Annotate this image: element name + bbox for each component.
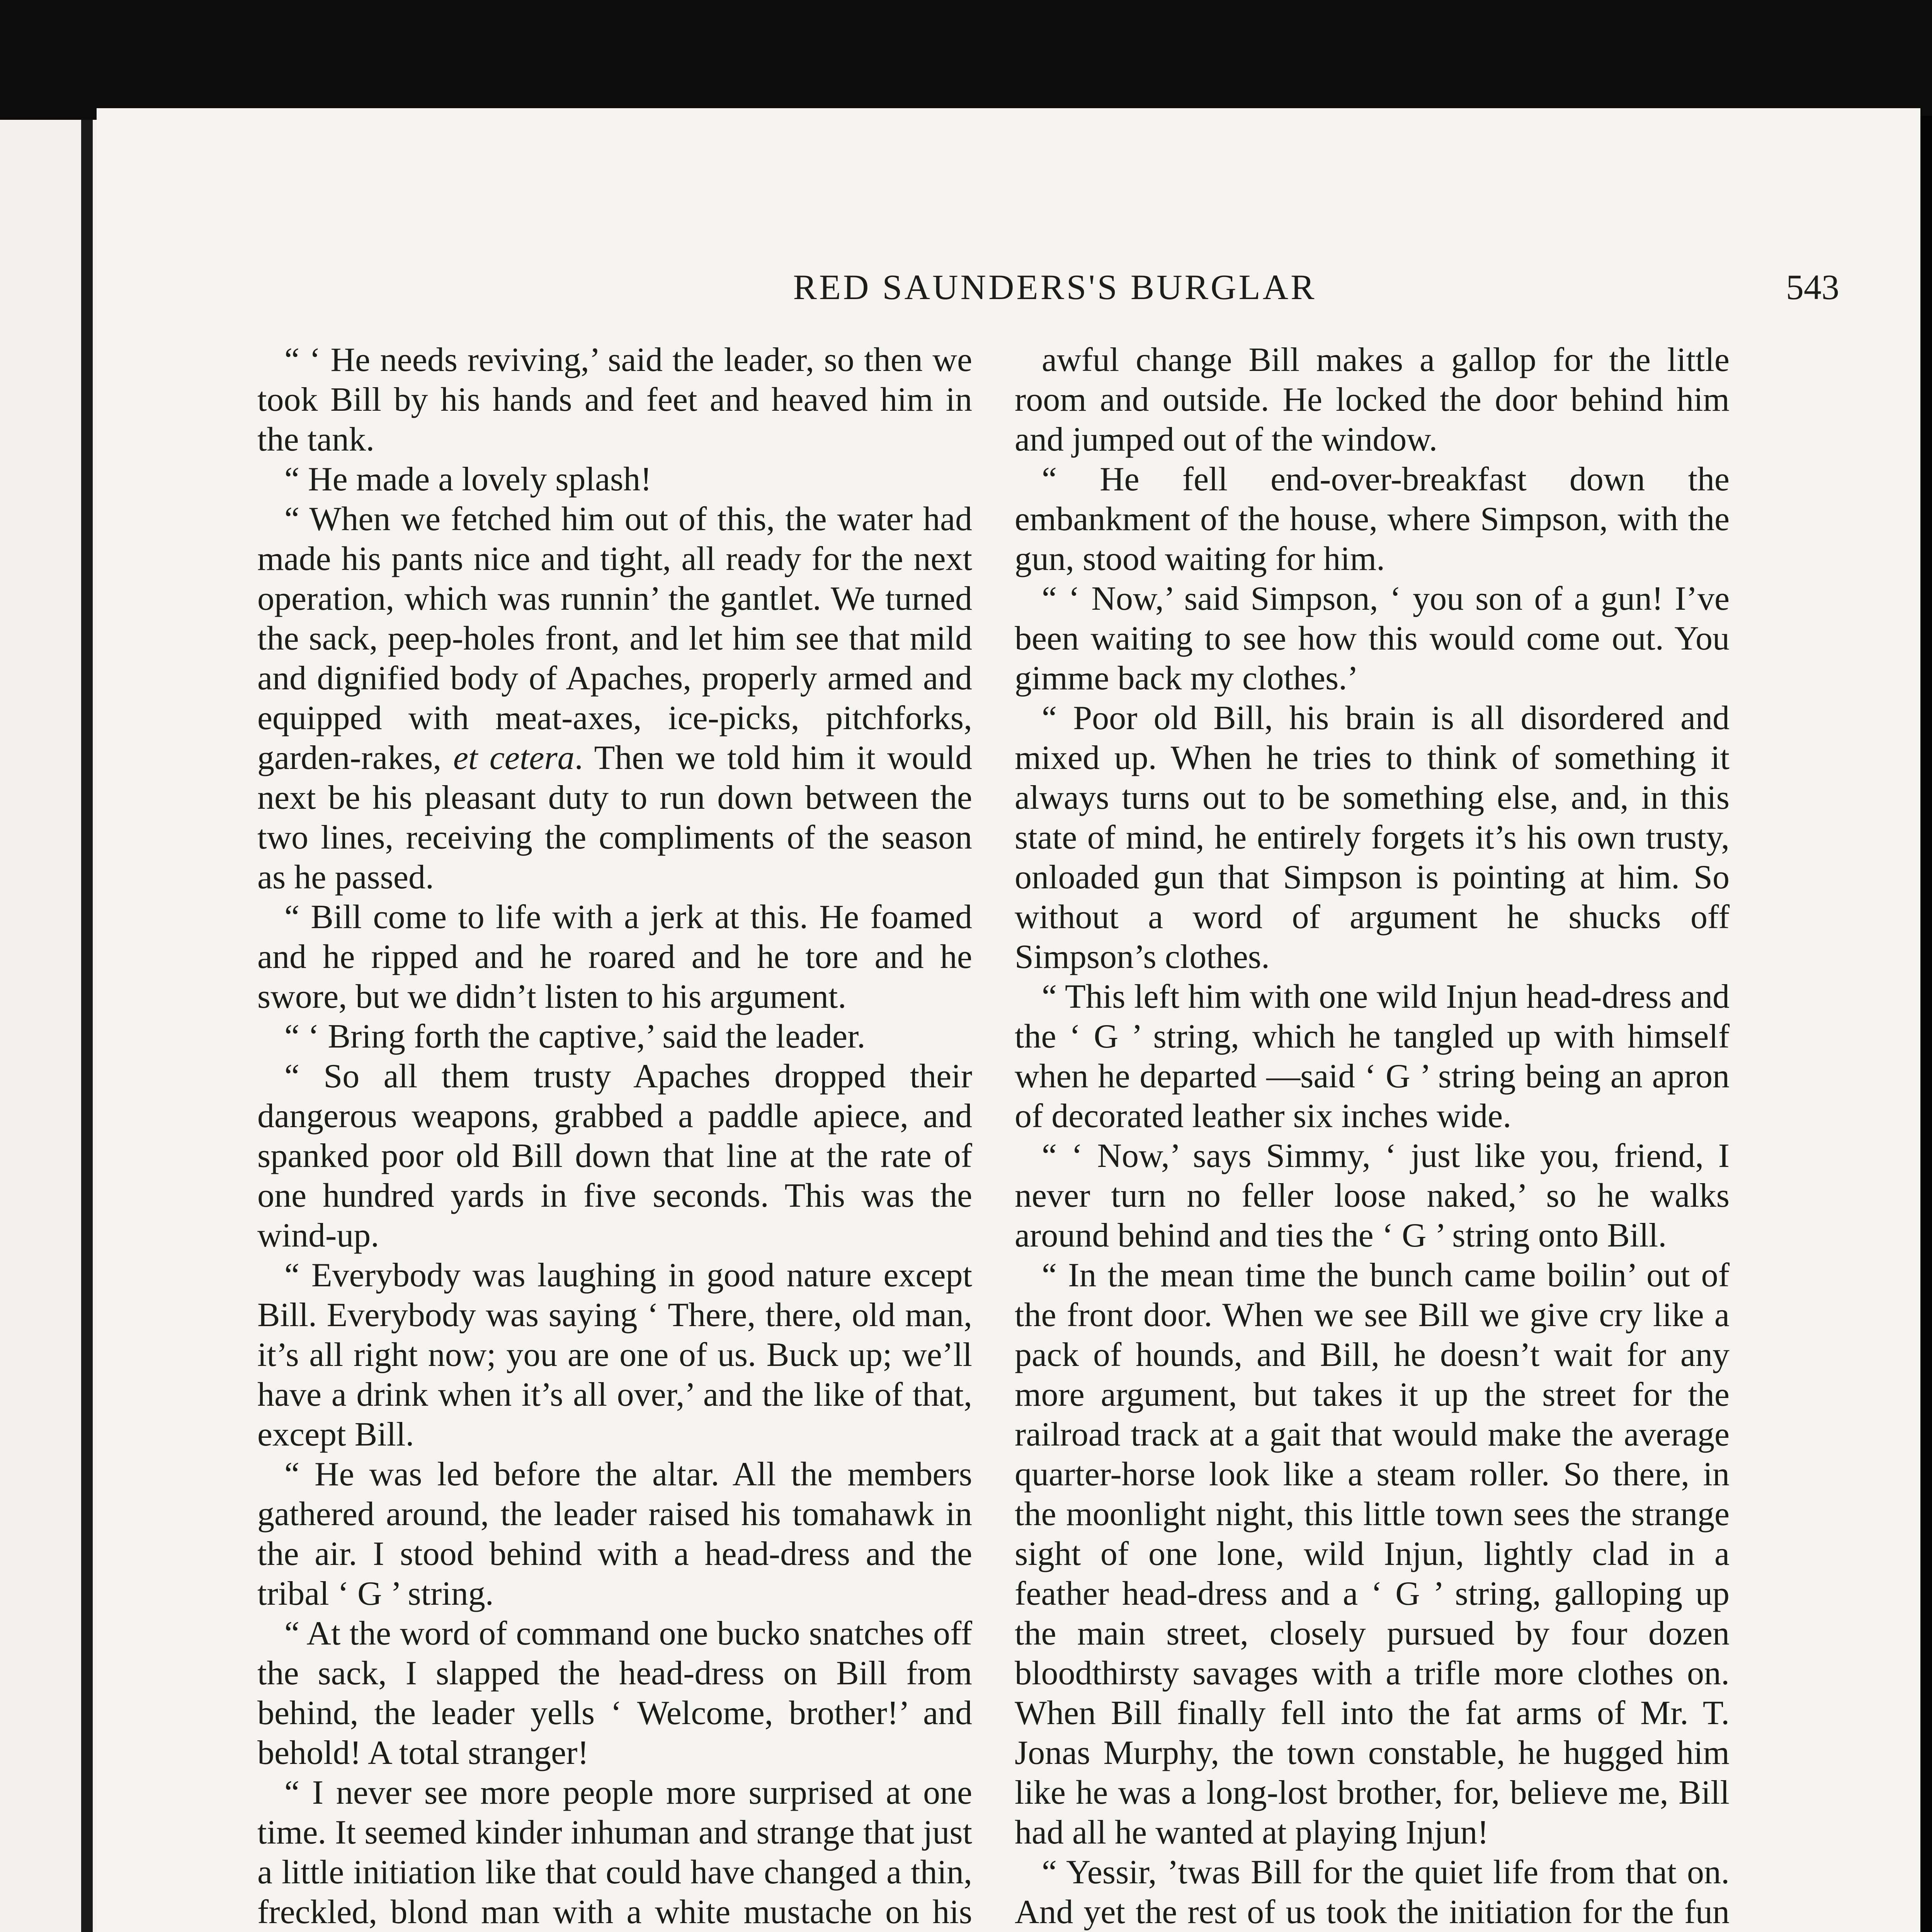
- paragraph: “ This left him with one wild Injun head-dress and the ‘ G ’ string, which he tangled up with himself when he departed —said ‘ G ’ string being an apron of decorated leather six inches wide.: [1015, 978, 1730, 1135]
- paragraph: “ At the word of command one bucko snatches off the sack, I slapped the head-dress on Bill from behind, the leader yells ‘ Welcome, brother!’ and behold! A total stranger!: [257, 1615, 972, 1772]
- paragraph: “ Poor old Bill, his brain is all disordered and mixed up. When he tries to think of something it always turns out to be something else, and, in this state of mind, he entirely forgets it’s his own trusty, onloaded gun that Simpson is pointing at him. So without a word of argument he shucks off Simpson’s clothes.: [1015, 699, 1730, 976]
- paragraph: “ When we fetched him out of this, the water had made his pants nice and tight, all ready for the next operation, which was runnin’ the gantlet. We turned the sack, peep-holes front, and let him see that mild and dignified body of Apaches, properly armed and equipped with meat-axes, ice-picks, pitchforks, garden-rakes, et cetera. Then we told him it would next be his pleasant duty to run down between the two lines, receiving the compliments of the season as he passed.: [257, 500, 972, 896]
- paragraph: “ Bill come to life with a jerk at this. He foamed and he ripped and he roared and he tore and he swore, but we didn’t listen to his argument.: [257, 898, 972, 1015]
- paragraph: “ Everybody was laughing in good nature except Bill. Everybody was saying ‘ There, there, old man, it’s all right now; you are one of us. Buck up; we’ll have a drink when it’s all over,’ and the like of that, except Bill.: [257, 1257, 972, 1453]
- paragraph: “ Yessir, ’twas Bill for the quiet life from that on. And yet the rest of us took the initiation for the fun: [1015, 1854, 1730, 1931]
- page-shadow: [1920, 116, 1932, 1932]
- paragraph: “ I never see more people more surprised at one time. It seemed kinder inhuman and strange that just a little initiation like that could have changed a thin, freckled, blond man with a white mustache on his: [257, 1774, 972, 1931]
- page-number: 543: [1786, 267, 1839, 307]
- left-column: [257, 340, 972, 1932]
- running-head: RED SAUNDERS'S BURGLAR: [793, 267, 1317, 307]
- paragraph: awful change Bill makes a gallop for the little room and outside. He locked the door behind him and jumped out of the window.: [1015, 341, 1730, 458]
- paragraph: “ He was led before the altar. All the members gathered around, the leader raised his tomahawk in the air. I stood behind with a head-dress and the tribal ‘ G ’ string.: [257, 1456, 972, 1612]
- paragraph: “ So all them trusty Apaches dropped their dangerous weapons, grabbed a paddle apiece, and spanked poor old Bill down that line at the rate of one hundred yards in five seconds. This was the wind-up.: [257, 1058, 972, 1254]
- paragraph: “ ‘ Bring forth the captive,’ said the leader.: [284, 1018, 866, 1055]
- previous-page-edge: [0, 120, 97, 1932]
- paragraph: “ ‘ Now,’ says Simmy, ‘ just like you, friend, I never turn no feller loose naked,’ so he walks around behind and ties the ‘ G ’ string onto Bill.: [1015, 1137, 1730, 1254]
- page-gutter: [81, 120, 93, 1932]
- paragraph: “ He made a lovely splash!: [284, 461, 652, 498]
- paragraph: “ ‘ He needs reviving,’ said the leader, so then we took Bill by his hands and feet and heaved him in the tank.: [257, 341, 972, 458]
- paragraph: “ In the mean time the bunch came boilin’ out of the front door. When we see Bill we give cry like a pack of hounds, and Bill, he doesn’t wait for any more argument, but takes it up the street for the railroad track at a gait that would make the average quarter-horse look like a steam roller. So there, in the moonlight night, this little town sees the strange sight of one lone, wild Injun, lightly clad in a feather head-dress and a ‘ G ’ string, galloping up the main street, closely pursued by four dozen bloodthirsty savages with a trifle more clothes on. When Bill finally fell into the fat arms of Mr. T. Jonas Murphy, the town constable, he hugged him like he was a long-lost brother, for, believe me, Bill had all he wanted at playing Injun!: [1015, 1257, 1730, 1851]
- magazine-page: [97, 108, 1920, 1932]
- paragraph: “ He fell end-over-breakfast down the embankment of the house, where Simpson, with the gun, stood waiting for him.: [1015, 461, 1730, 578]
- page-header: [97, 267, 1920, 321]
- right-column: [1015, 340, 1730, 1932]
- paragraph: “ ‘ Now,’ said Simpson, ‘ you son of a gun! I’ve been waiting to see how this would come out. You gimme back my clothes.’: [1015, 580, 1730, 697]
